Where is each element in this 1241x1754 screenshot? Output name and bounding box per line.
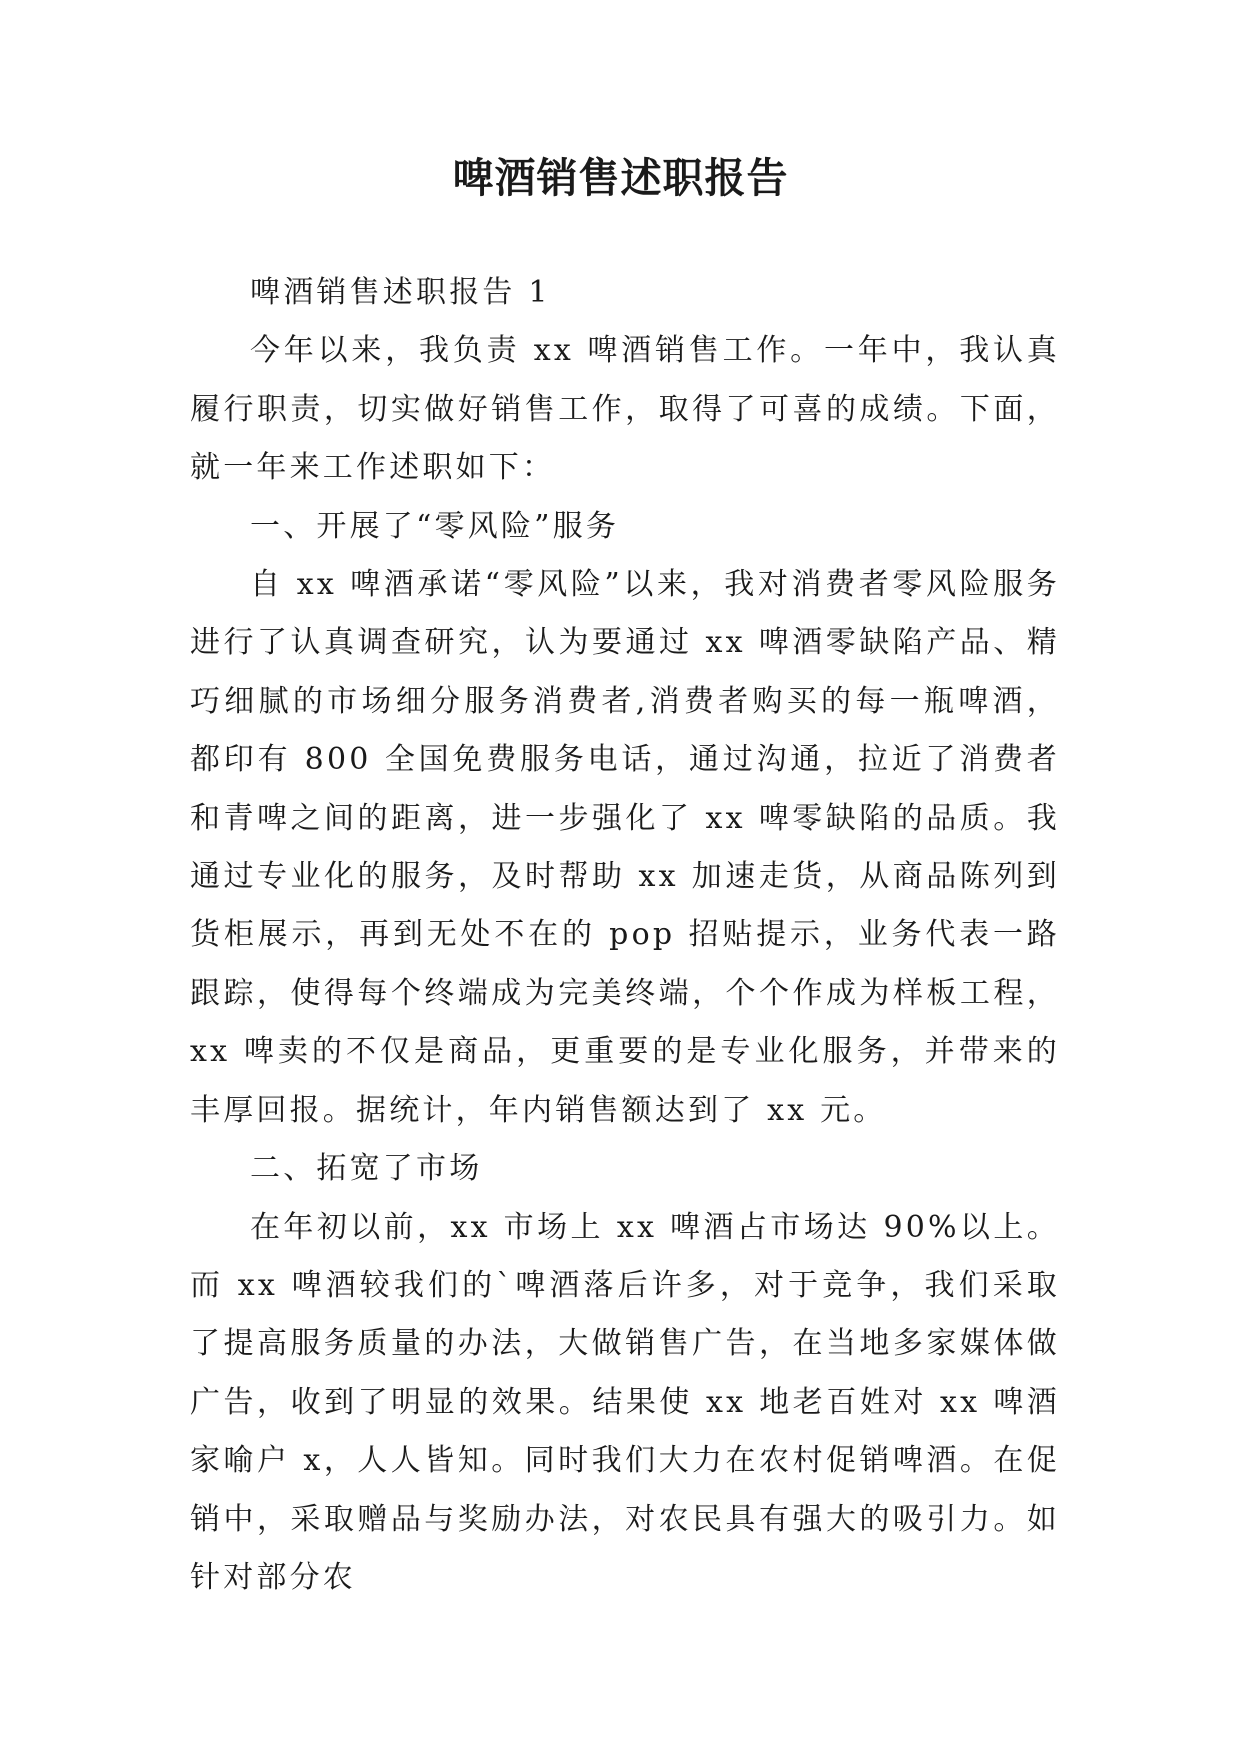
section-heading: 啤酒销售述职报告 1 bbox=[250, 275, 551, 310]
body-paragraph: 自 xx 啤酒承诺“零风险”以来，我对消费者零风险服务进行了认真调查研究，认为要通过 xx 啤酒零缺陷产品、精巧细腻的市场细分服务消费者,消费者购买的每一瓶啤酒，都印有 800 全国免费服务电话，通过沟通，拉近了消费者和青啤之间的距离，进一步强化了 xx 啤零缺陷的品质。我通过专业化的服务，及时帮助 xx 加速走货，从商品陈列到货柜展示，再到无处不在的 pop 招贴提示，业务代表一路跟踪，使得每个终端成为完美终端，个个作成为样板工程，xx 啤卖的不仅是商品，更重要的是专业化服务，并带来的丰厚回报。据统计，年内销售额达到了 xx 元。 bbox=[190, 567, 1060, 1128]
document-body bbox=[190, 264, 1060, 1607]
body-paragraph: 今年以来，我负责 xx 啤酒销售工作。一年中，我认真履行职责，切实做好销售工作，取得了可喜的成绩。下面，就一年来工作述职如下： bbox=[190, 333, 1060, 486]
document-title: 啤酒销售述职报告 bbox=[452, 154, 789, 202]
section-heading: 二、拓宽了市场 bbox=[250, 1151, 483, 1187]
section-heading: 一、开展了“零风险”服务 bbox=[250, 508, 620, 544]
body-paragraph: 在年初以前，xx 市场上 xx 啤酒占市场达 90%以上。而 xx 啤酒较我们的`啤酒落后许多，对于竞争，我们采取了提高服务质量的办法，大做销售广告，在当地多家媒体做广告，收到了明显的效果。结果使 xx 地老百姓对 xx 啤酒家喻户 x，人人皆知。同时我们大力在农村促销啤酒。在促销中，采取赠品与奖励办法，对农民具有强大的吸引力。如针对部分农 bbox=[190, 1209, 1060, 1595]
